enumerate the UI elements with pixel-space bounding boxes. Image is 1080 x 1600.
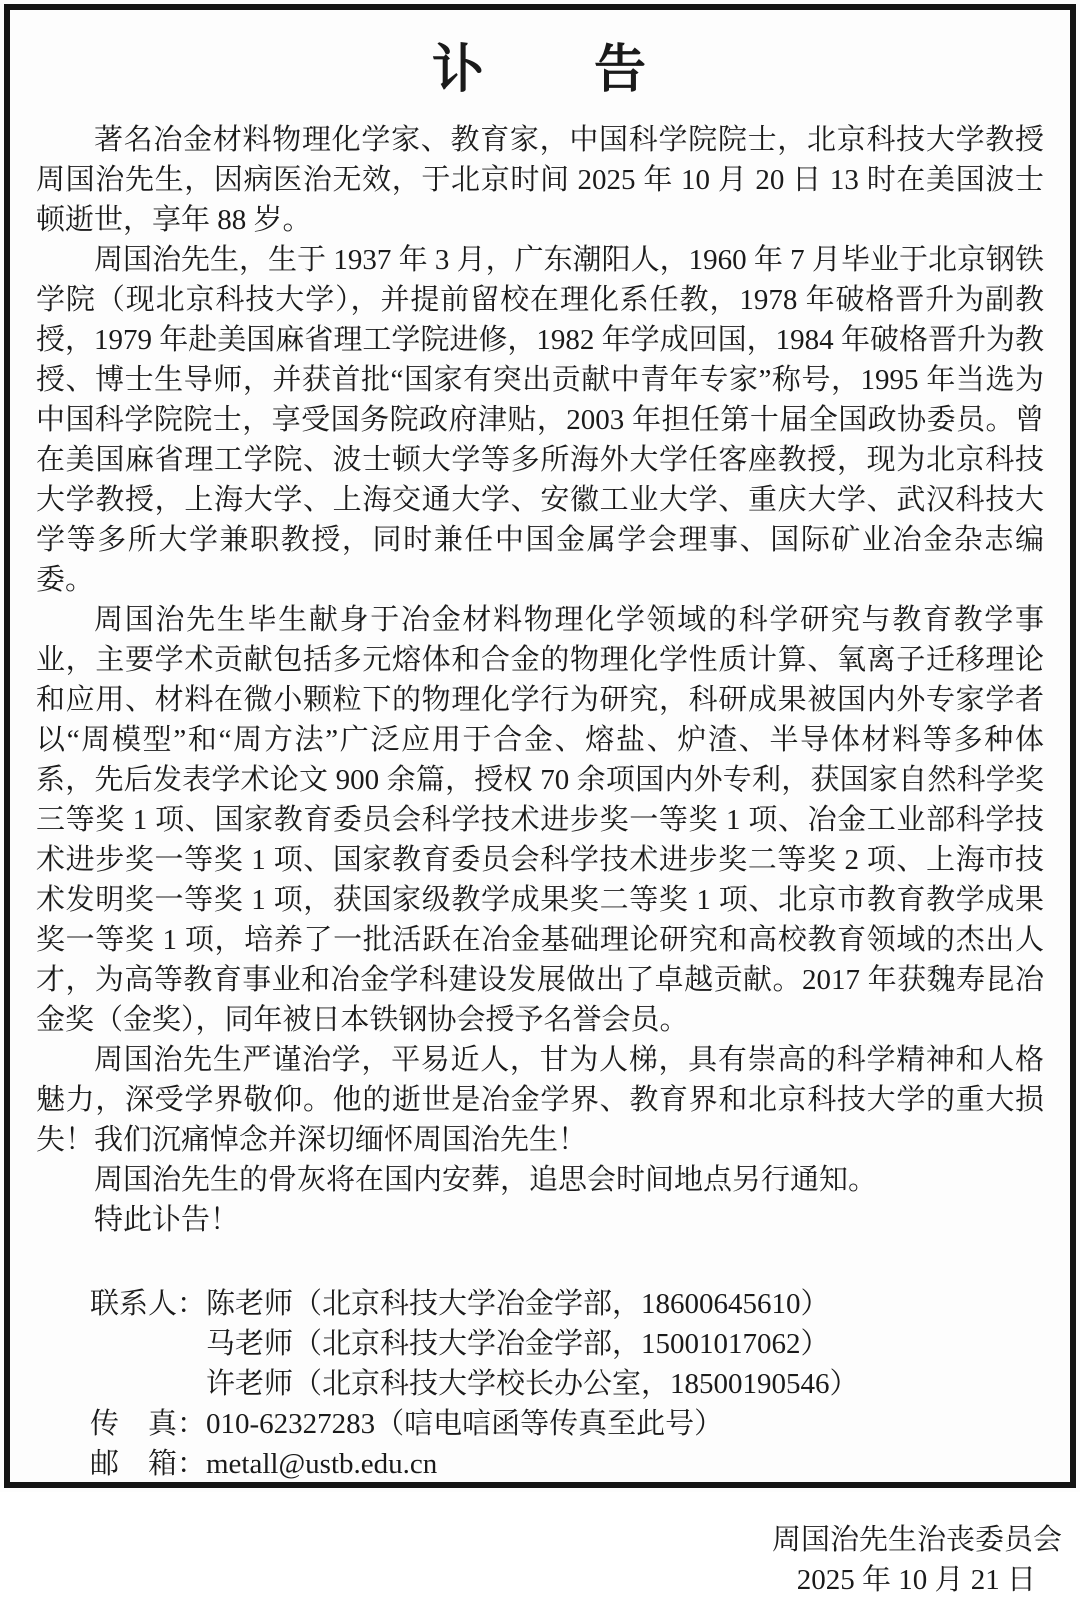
document-border-frame [4,4,1076,1596]
signature-block [36,1520,1062,1600]
paragraph-burial-notice: 周国治先生的骨灰将在国内安葬，追思会时间地点另行通知。 [94,1164,878,1196]
email-label: 邮 箱： [90,1448,207,1480]
document-title: 讣 告 [431,42,648,99]
contact-row-email [90,1444,1044,1484]
signature-committee: 周国治先生治丧委员会 [771,1524,1062,1556]
contact-row-person-3 [90,1364,1044,1404]
obituary-body [36,120,1044,1240]
contact-person-1: 陈老师（北京科技大学冶金学部，18600645610） [206,1288,830,1320]
paragraph-academic-achievements: 周国治先生毕生献身于冶金材料物理化学领域的科学研究与教育教学事业，主要学术贡献包括多元熔体和合金的物理化学性质计算、氧离子迁移理论和应用、材料在微小颗粒下的物理化学行为研究，科研成果被国内外专家学者以“周模型”和“周方法”广泛应用于合金、熔盐、炉渣、半导体材料等多种体系，先后发表学术论文 900 余篇，授权 70 余项国内外专利，获国家自然科学奖三等奖 1 项、国家教育委员会科学技术进步奖一等奖 1 项、冶金工业部科学技术进步奖一等奖 1 项、国家教育委员会科学技术进步奖二等奖 2 项、上海市技术发明奖一等奖 1 项，获国家级教学成果奖二等奖 1 项、北京市教育教学成果奖一等奖 1 项，培养了一批活跃在冶金基础理论研究和高校教育领域的杰出人才，为高等教育事业和冶金学科建设发展做出了卓越贡献。2017 年获魏寿昆冶金奖（金奖），同年被日本铁钢协会授予名誉会员。 [36,604,1044,1036]
contact-section [90,1284,1044,1484]
paragraph-death-announcement: 著名冶金材料物理化学家、教育家，中国科学院院士，北京科技大学教授周国治先生，因病医治无效，于北京时间 2025 年 10 月 20 日 13 时在美国波士顿逝世，享年 88 岁。 [36,124,1044,236]
paragraph-biography: 周国治先生，生于 1937 年 3 月，广东潮阳人，1960 年 7 月毕业于北京钢铁学院（现北京科技大学），并提前留校在理化系任教，1978 年破格晋升为副教授，1979 年赴美国麻省理工学院进修，1982 年学成回国，1984 年破格晋升为教授、博士生导师，并获首批“国家有突出贡献中青年专家”称号，1995 年当选为中国科学院院士，享受国务院政府津贴，2003 年担任第十届全国政协委员。曾在美国麻省理工学院、波士顿大学等多所海外大学任客座教授，现为北京科技大学教授，上海大学、上海交通大学、安徽工业大学、重庆大学、武汉科技大学等多所大学兼职教授，同时兼任中国金属学会理事、国际矿业冶金杂志编委。 [36,244,1044,596]
fax-number: 010-62327283（唁电唁函等传真至此号） [206,1408,724,1440]
fax-label: 传 真： [90,1408,207,1440]
paragraph-tribute: 周国治先生严谨治学，平易近人，甘为人梯，具有崇高的科学精神和人格魅力，深受学界敬仰。他的逝世是冶金学界、教育界和北京科技大学的重大损失！我们沉痛悼念并深切缅怀周国治先生！ [36,1044,1044,1156]
contact-row-person-2 [90,1324,1044,1364]
contact-person-label: 联系人： [90,1288,207,1320]
email-address: metall@ustb.edu.cn [206,1448,438,1480]
contact-row-fax [90,1404,1044,1444]
paragraph-closing: 特此讣告！ [94,1204,240,1236]
contact-person-2: 马老师（北京科技大学冶金学部，15001017062） [206,1328,830,1360]
contact-row-person-1 [90,1284,1044,1324]
signature-date: 2025 年 10 月 21 日 [796,1564,1036,1596]
contact-person-3: 许老师（北京科技大学校长办公室，18500190546） [206,1368,859,1400]
